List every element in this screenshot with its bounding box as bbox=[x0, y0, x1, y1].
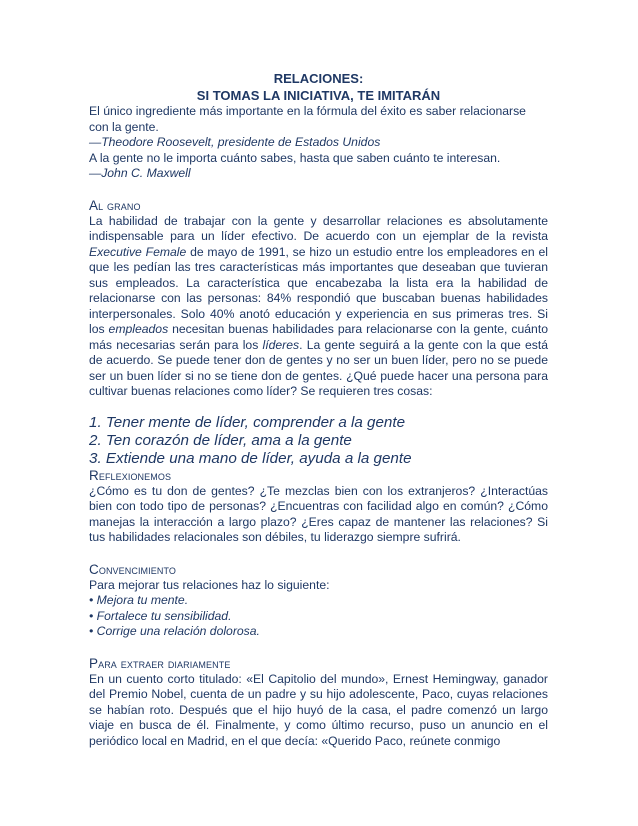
epigraph-quote-2: A la gente no le importa cuánto sabes, hasta que saben cuánto te interesan. bbox=[89, 150, 501, 165]
empleados-emphasis: empleados bbox=[108, 322, 169, 336]
chapter-title-line-2: SI TOMAS LA INICIATIVA, TE IMITARÁN bbox=[196, 88, 441, 103]
epigraph-author-2: —John C. Maxwell bbox=[89, 166, 191, 180]
al-grano-paragraph bbox=[89, 214, 548, 400]
convencimiento-item-3: • Corrige una relación dolorosa. bbox=[89, 624, 260, 638]
magazine-name: Executive Female bbox=[89, 244, 187, 259]
al-grano-text-4: . La gente seguirá a la gente con la que está de acuerdo. Se puede tener don de gentes y no ser un buen líder, pero no se puede ser un buen líder si no se tiene don de gentes. ¿Qué puede hacer una persona para cultivar buenas relaciones como líder? Se requieren tres cosas: bbox=[89, 337, 549, 398]
section-heading-para-extraer: Para extraer diariamente bbox=[89, 655, 231, 671]
convencimiento-item-1: • Mejora tu mente. bbox=[89, 593, 189, 607]
epigraph-author-1: —Theodore Roosevelt, presidente de Estados Unidos bbox=[89, 135, 381, 149]
para-extraer-paragraph: En un cuento corto titulado: «El Capitolio del mundo», Ernest Hemingway, ganador del Premio Nobel, cuenta de un padre y su hijo adolescente, Paco, cuyas relaciones se habían roto. Después que el hijo huyó de la casa, el padre comenzó un largo viaje en busca de él. Finalmente, y como último recurso, puso un anuncio en el periódico local en Madrid, en el que decía: «Querido Paco, reúnete conmigo bbox=[89, 671, 548, 748]
al-grano-text-3: necesitan buenas habilidades para relacionarse con la gente, cuánto más necesarias serán para los bbox=[89, 322, 548, 352]
reflexionemos-paragraph: ¿Cómo es tu don de gentes? ¿Te mezclas bien con los extranjeros? ¿Interactúas bien con todo tipo de personas? ¿Encuentras con facilidad algo en común? ¿Cómo manejas la interacción a largo plazo? ¿Eres capaz de mantener las relaciones? Si tus habilidades relacionales son débiles, tu liderazgo siempre sufrirá. bbox=[89, 483, 548, 544]
three-points-list bbox=[89, 414, 548, 468]
point-1: 1. Tener mente de líder, comprender a la gente bbox=[89, 413, 406, 431]
section-heading-convencimiento: Convencimiento bbox=[89, 561, 176, 577]
convencimiento-intro: Para mejorar tus relaciones haz lo siguiente: bbox=[89, 577, 330, 592]
document-page bbox=[89, 70, 548, 749]
point-2: 2. Ten corazón de líder, ama a la gente bbox=[89, 431, 352, 449]
epigraph-quote-1: El único ingrediente más importante en la fórmula del éxito es saber relacionarse con la gente. bbox=[89, 104, 526, 134]
section-heading-reflexionemos: Reflexionemos bbox=[89, 467, 172, 483]
point-3: 3. Extiende una mano de líder, ayuda a la gente bbox=[89, 449, 412, 467]
convencimiento-item-2: • Fortalece tu sensibilidad. bbox=[89, 608, 232, 623]
chapter-title-line-1: RELACIONES: bbox=[273, 71, 364, 86]
section-heading-al-grano: Al grano bbox=[89, 197, 141, 213]
al-grano-text-1: La habilidad de trabajar con la gente y desarrollar relaciones es absolutamente indispensable para un líder efectivo. De acuerdo con un ejemplar de la revista bbox=[89, 213, 548, 243]
lideres-emphasis: líderes bbox=[262, 337, 300, 352]
al-grano-text-2: de mayo de 1991, se hizo un estudio entre los empleadores en el que les pedían las tres características más importantes que deseaban que tuvieran sus empleados. La característica que encabezaba la lista era la habilidad de relacionarse con las personas: 84% respondió que buscaban buenas habilidades interpersonales. Solo 40% anotó educación y experiencia en sus primeras tres. Si los bbox=[89, 244, 548, 336]
chapter-title bbox=[89, 70, 548, 104]
